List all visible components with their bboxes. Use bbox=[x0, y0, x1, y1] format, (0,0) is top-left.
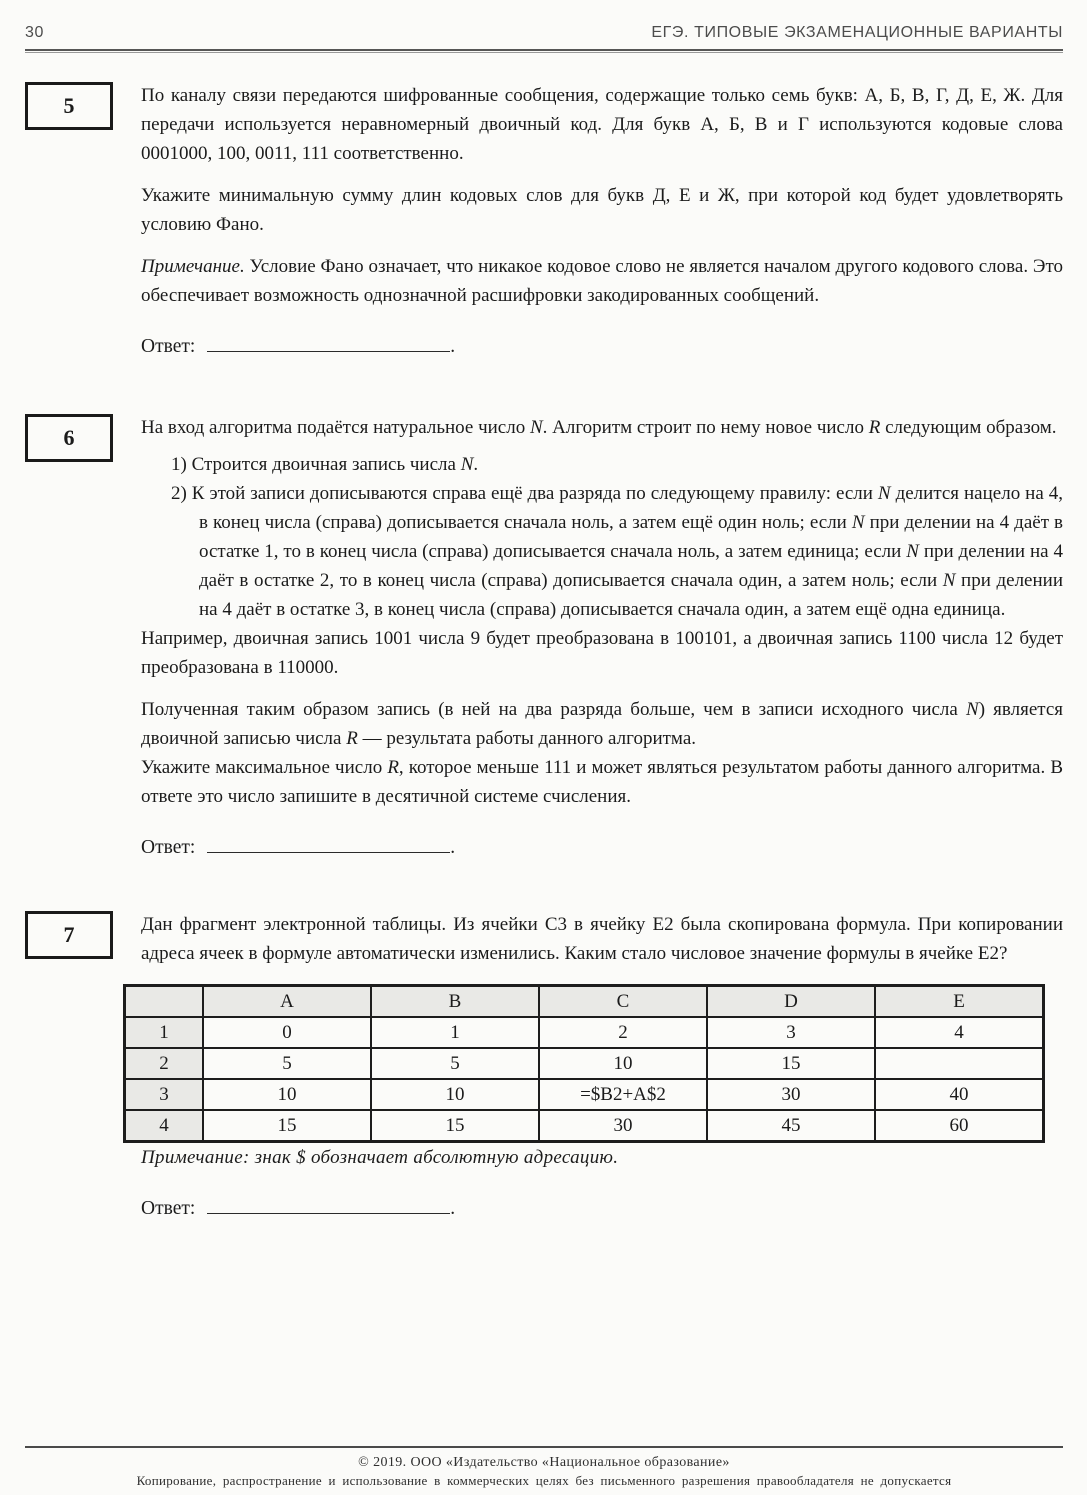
row-number-cell: 4 bbox=[125, 1110, 204, 1142]
answer-blank bbox=[207, 1196, 450, 1214]
table-cell: 45 bbox=[707, 1110, 875, 1142]
answer-period: . bbox=[450, 336, 456, 357]
table-header-cell: E bbox=[875, 986, 1044, 1018]
task-6-steps bbox=[171, 450, 1063, 624]
table-cell: 15 bbox=[203, 1110, 371, 1142]
table-header-cell: D bbox=[707, 986, 875, 1018]
page-footer bbox=[25, 1446, 1063, 1489]
table-cell: 30 bbox=[539, 1110, 707, 1142]
answer-period: . bbox=[450, 837, 456, 858]
footer-rule bbox=[25, 1446, 1063, 1448]
table-cell: 3 bbox=[707, 1017, 875, 1048]
task-6-number-box: 6 bbox=[25, 414, 113, 462]
copyright-line: © 2019. ООО «Издательство «Национальное образование» bbox=[358, 1455, 730, 1470]
task-5-body bbox=[141, 81, 1063, 361]
table-cell: 2 bbox=[539, 1017, 707, 1048]
task-5-note: Примечание. Условие Фано означает, что никакое кодовое слово не является началом другого кодового слова. Это обеспечивает возможность однозначной расшифровки закодированных сообщений. bbox=[141, 256, 1063, 306]
task-6-example: Например, двоичная запись 1001 числа 9 будет преобразована в 100101, а двоичная запись 1100 числа 12 будет преобразована в 110000. bbox=[141, 628, 1063, 678]
table-header-cell bbox=[125, 986, 204, 1018]
page-number: 30 bbox=[25, 24, 44, 41]
table-cell: =$B2+A$2 bbox=[539, 1079, 707, 1110]
table-row bbox=[125, 1048, 1044, 1079]
row-number-cell: 2 bbox=[125, 1048, 204, 1079]
task-6-paragraph-2: Полученная таким образом запись (в ней на два разряда больше, чем в записи исходного числа N) является двоичной записью числа R — результата работы данного алгоритма. bbox=[141, 699, 1063, 749]
task-6-body bbox=[141, 413, 1063, 862]
page-header bbox=[25, 24, 1063, 42]
table-cell: 1 bbox=[371, 1017, 539, 1048]
table-cell: 10 bbox=[539, 1048, 707, 1079]
table-row bbox=[125, 1079, 1044, 1110]
answer-label: Ответ: bbox=[141, 336, 196, 357]
answer-blank bbox=[207, 334, 450, 352]
table-header-cell: A bbox=[203, 986, 371, 1018]
answer-label: Ответ: bbox=[141, 837, 196, 858]
task-5-number-box: 5 bbox=[25, 82, 113, 130]
task-5 bbox=[25, 81, 1063, 361]
table-header-cell: B bbox=[371, 986, 539, 1018]
table-cell: 4 bbox=[875, 1017, 1044, 1048]
task-5-answer-row bbox=[141, 332, 1063, 361]
task-5-paragraph-2: Укажите минимальную сумму длин кодовых слов для букв Д, Е и Ж, при которой код будет удовлетворять условию Фано. bbox=[141, 185, 1063, 235]
table-row bbox=[125, 1017, 1044, 1048]
header-title: ЕГЭ. ТИПОВЫЕ ЭКЗАМЕНАЦИОННЫЕ ВАРИАНТЫ bbox=[651, 24, 1063, 41]
table-cell: 5 bbox=[203, 1048, 371, 1079]
task-7-body bbox=[141, 910, 1063, 1223]
task-6-paragraph-3: Укажите максимальное число R, которое меньше 111 и может являться результатом работы данного алгоритма. В ответе это число запишите в десятичной системе счисления. bbox=[141, 757, 1063, 807]
task-7-note: Примечание: знак $ обозначает абсолютную адресацию. bbox=[141, 1147, 619, 1168]
task-6 bbox=[25, 413, 1063, 862]
answer-period: . bbox=[450, 1198, 456, 1219]
table-cell: 60 bbox=[875, 1110, 1044, 1142]
table-cell: 40 bbox=[875, 1079, 1044, 1110]
task-7 bbox=[25, 910, 1063, 1223]
table-header-cell: C bbox=[539, 986, 707, 1018]
header-rule bbox=[25, 49, 1063, 53]
table-cell: 15 bbox=[707, 1048, 875, 1079]
task-6-intro: На вход алгоритма подаётся натуральное число N. Алгоритм строит по нему новое число R следующим образом. bbox=[141, 417, 1057, 438]
table-cell: 5 bbox=[371, 1048, 539, 1079]
task-7-paragraph-1: Дан фрагмент электронной таблицы. Из ячейки C3 в ячейку E2 была скопирована формула. При копировании адреса ячеек в формуле автоматически изменились. Каким стало числовое значение формулы в ячейке E2? bbox=[141, 914, 1063, 964]
table-cell: 15 bbox=[371, 1110, 539, 1142]
answer-blank bbox=[207, 835, 450, 853]
table-cell: 0 bbox=[203, 1017, 371, 1048]
row-number-cell: 3 bbox=[125, 1079, 204, 1110]
task-6-answer-row bbox=[141, 833, 1063, 862]
task-6-step-1: 1) Строится двоичная запись числа N. bbox=[171, 454, 479, 475]
table-row bbox=[125, 1110, 1044, 1142]
task-7-answer-row bbox=[141, 1194, 1063, 1223]
task-7-number-box: 7 bbox=[25, 911, 113, 959]
task-5-paragraph-1: По каналу связи передаются шифрованные сообщения, содержащие только семь букв: А, Б, В, Г, Д, Е, Ж. Для передачи используется неравномерный двоичный код. Для букв А, Б, В и Г используются кодовые слова 0001000, 100, 0011, 111 соответственно. bbox=[141, 85, 1063, 164]
answer-label: Ответ: bbox=[141, 1198, 196, 1219]
row-number-cell: 1 bbox=[125, 1017, 204, 1048]
task-6-step-2: 2) К этой записи дописываются справа ещё два разряда по следующему правилу: если N делится нацело на 4, в конец числа (справа) дописывается сначала ноль, а затем ещё один ноль; если N при делении на 4 даёт в остатке 1, то в конец числа (справа) дописывается сначала ноль, а затем единица; если N при делении на 4 даёт в остатке 2, то в конец числа (справа) дописывается сначала один, а затем ноль; если N при делении на 4 даёт в остатке 3, в конец числа (справа) дописывается сначала один, а затем ещё одна единица. bbox=[171, 483, 1063, 620]
spreadsheet-table bbox=[123, 984, 1045, 1143]
table-cell bbox=[875, 1048, 1044, 1079]
usage-restriction-line: Копирование, распространение и использование в коммерческих целях без письменного разрешения правообладателя не допускается bbox=[136, 1473, 952, 1488]
table-cell: 10 bbox=[371, 1079, 539, 1110]
table-cell: 30 bbox=[707, 1079, 875, 1110]
table-cell: 10 bbox=[203, 1079, 371, 1110]
